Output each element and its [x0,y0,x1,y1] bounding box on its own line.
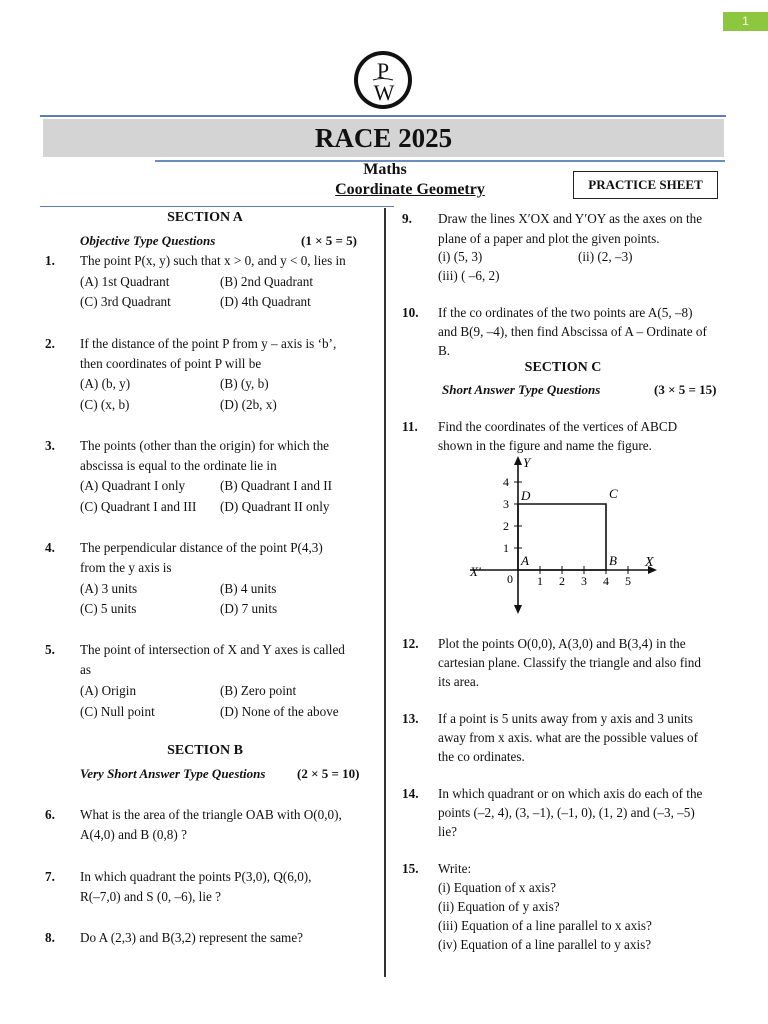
question-number: 2. [45,336,55,351]
question-text: The point P(x, y) such that x > 0, and y < 0, lies in [80,253,346,268]
question-text: If the co ordinates of the two points are A(5, –8) [438,305,693,320]
option-c: (C) 3rd Quadrant [80,294,171,309]
x-tick-label: 3 [581,574,587,588]
vertex-label-c: C [609,486,618,501]
question-text: away from x axis. what are the possible values of [438,730,699,745]
question-number: 14. [402,786,419,801]
question-number: 4. [45,540,55,555]
y-axis-label: Y [523,455,531,470]
question-text: Find the coordinates of the vertices of ABCD [438,419,678,434]
svg-text:P: P [376,58,390,83]
question-text: points (–2, 4), (3, –1), (–1, 0), (1, 2) and (–3, –5) [438,805,695,820]
section-b-title: SECTION B [167,743,243,758]
question-number: 10. [402,305,419,320]
svg-text:W: W [373,80,395,105]
option-a: (A) Origin [80,683,137,698]
option-a: (A) Quadrant I only [80,478,186,493]
x-tick-label: 1 [537,574,543,588]
question-text: (iv) Equation of a line parallel to y axis? [438,937,652,952]
chapter-title: Coordinate Geometry [335,181,485,198]
question-number: 1. [45,253,55,268]
question-text: In which quadrant the points P(3,0), Q(6,0), [80,869,312,884]
left-rule [40,206,394,207]
question-text: shown in the figure and name the figure. [438,438,652,453]
question-text: (i) Equation of x axis? [438,880,556,895]
question-number: 8. [45,930,55,945]
section-c-title: SECTION C [524,360,602,375]
option-d: (D) None of the above [220,704,339,719]
question-text: plane of a paper and plot the given points. [438,231,660,246]
section-a-marks: (1 × 5 = 5) [301,233,357,248]
vertex-label-a: A [521,553,529,568]
option-ii: (ii) (2, –3) [578,249,633,264]
question-text: the co ordinates. [438,749,525,764]
question-text: (ii) Equation of y axis? [438,899,560,914]
figure-abcd-outline [518,504,606,570]
y-tick-label: 1 [503,541,509,555]
header-rule-bottom [155,160,725,162]
question-text: lie? [438,824,458,839]
question-number: 12. [402,636,419,651]
question-text: A(4,0) and B (0,8) ? [80,827,187,842]
question-number: 3. [45,438,55,453]
option-a: (A) 3 units [80,581,138,596]
question-text: Write: [438,861,472,876]
question-number: 5. [45,642,55,657]
question-text: The points (other than the origin) for which the [80,438,330,453]
y-tick-label: 2 [503,519,509,533]
section-b-subtitle: Very Short Answer Type Questions [80,766,266,781]
question-text: B. [438,343,451,358]
practice-sheet-label: PRACTICE SHEET [573,171,718,199]
column-divider [384,208,386,977]
origin-label: 0 [507,572,513,586]
option-c: (C) Null point [80,704,155,719]
question-text: and B(9, –4), then find Abscissa of A – Ordinate of [438,324,707,339]
x-tick-label: 5 [625,574,631,588]
y-tick-label: 3 [503,497,509,511]
question-text: Draw the lines X′OX and Y′OY as the axes on the [438,211,703,226]
x-tick-label: 2 [559,574,565,588]
question-text: The point of intersection of X and Y axes is called [80,642,345,657]
page-title: RACE 2025 [314,123,453,153]
option-b: (B) Zero point [220,683,297,698]
option-d: (D) (2b, x) [220,397,277,412]
question-text: R(–7,0) and S (0, –6), lie ? [80,889,222,904]
question-text: (iii) Equation of a line parallel to x axis? [438,918,652,933]
question-text: If the distance of the point P from y – axis is ‘b’, [80,336,337,351]
x-tick-label: 4 [603,574,609,588]
question-text: from the y axis is [80,560,172,575]
question-text: then coordinates of point P will be [80,356,262,371]
question-text: Plot the points O(0,0), A(3,0) and B(3,4) in the [438,636,686,651]
option-c: (C) (x, b) [80,397,130,412]
x-axis-label: X [645,555,654,570]
option-c: (C) Quadrant I and III [80,499,197,514]
option-a: (A) (b, y) [80,376,131,391]
section-a-subtitle: Objective Type Questions [80,233,216,248]
figure-marks [503,475,631,588]
option-b: (B) 4 units [220,581,277,596]
question-text: cartesian plane. Classify the triangle and also find [438,655,701,670]
y-axis-down-arrow-icon [514,605,522,614]
question-text: abscissa is equal to the ordinate lie in [80,458,277,473]
question-text: Do A (2,3) and B(3,2) represent the same? [80,930,304,945]
option-b: (B) 2nd Quadrant [220,274,314,289]
y-axis-arrow-icon [514,456,522,465]
question-number: 7. [45,869,55,884]
option-c: (C) 5 units [80,601,137,616]
vertex-label-b: B [609,553,617,568]
page-number: 1 [723,12,768,31]
section-a-title: SECTION A [167,210,243,225]
question-text: If a point is 5 units away from y axis and 3 units [438,711,693,726]
option-b: (B) Quadrant I and II [220,478,333,493]
section-c-marks: (3 × 5 = 15) [654,382,717,397]
question-number: 13. [402,711,419,726]
x-neg-axis-label: X′ [470,564,481,579]
option-d: (D) 4th Quadrant [220,294,311,309]
pw-logo [353,50,413,110]
vertex-label-d: D [521,488,531,503]
header-rule-top [40,115,726,117]
subject-title: Maths [363,161,407,178]
y-tick-label: 4 [503,475,509,489]
coordinate-figure [465,452,665,620]
question-number: 15. [402,861,419,876]
option-i: (i) (5, 3) [438,249,483,264]
question-text: The perpendicular distance of the point P(4,3) [80,540,323,555]
question-text: as [80,662,91,677]
option-d: (D) 7 units [220,601,278,616]
section-b-marks: (2 × 5 = 10) [297,766,360,781]
question-text: its area. [438,674,480,689]
option-iii: (iii) ( –6, 2) [438,268,500,283]
question-text: What is the area of the triangle OAB with O(0,0), [80,807,342,822]
option-d: (D) Quadrant II only [220,499,330,514]
question-text: In which quadrant or on which axis do each of the [438,786,703,801]
question-number: 6. [45,807,55,822]
option-a: (A) 1st Quadrant [80,274,170,289]
question-number: 11. [402,419,418,434]
question-number: 9. [402,211,412,226]
option-b: (B) (y, b) [220,376,269,391]
section-c-subtitle: Short Answer Type Questions [442,382,601,397]
